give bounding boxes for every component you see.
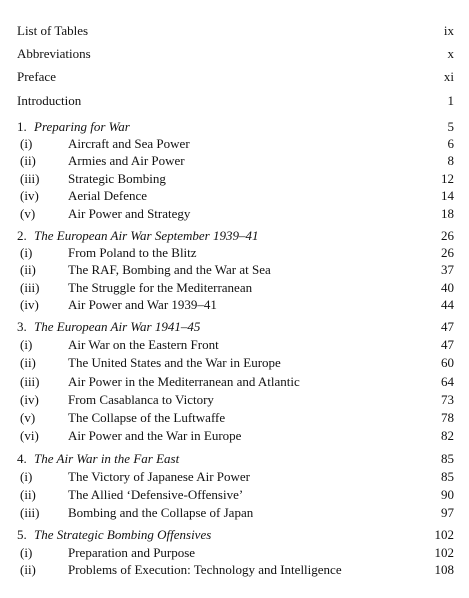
toc-subsection-row	[0, 391, 469, 409]
subsection-number: (iii)	[20, 505, 40, 520]
page-number: 108	[434, 562, 454, 577]
toc-subsection-row	[0, 261, 469, 279]
page-number: ix	[443, 23, 454, 38]
subsection-title: Air Power and War 1939–41	[68, 297, 217, 312]
chapter-number: 3.	[17, 319, 27, 334]
page-number: 60	[441, 355, 454, 370]
page-number: 37	[441, 262, 454, 277]
page-number: xi	[443, 69, 454, 84]
toc-subsection-row	[0, 373, 469, 391]
subsection-title: The Victory of Japanese Air Power	[68, 469, 251, 484]
toc-subsection-row	[0, 336, 469, 354]
toc-subsection-row	[0, 279, 469, 297]
page-number: x	[447, 46, 454, 61]
subsection-number: (vi)	[20, 428, 39, 443]
section-title: Introduction	[17, 93, 82, 108]
chapter-title: The European Air War 1941–45	[34, 319, 201, 334]
page-number: 5	[447, 119, 454, 134]
subsection-number: (i)	[20, 337, 33, 352]
subsection-number: (iv)	[20, 392, 39, 407]
subsection-title: From Poland to the Blitz	[68, 245, 197, 260]
section-title: Preface	[17, 69, 56, 84]
toc-subsection-row	[0, 187, 469, 205]
toc-subsection-row	[0, 152, 469, 170]
subsection-number: (iv)	[20, 188, 39, 203]
page-number: 47	[441, 319, 454, 334]
toc-frontmatter-row	[0, 92, 469, 110]
page-number: 64	[441, 374, 454, 389]
section-title: Abbreviations	[17, 46, 91, 61]
toc-chapter-row	[0, 318, 469, 336]
page-number: 97	[441, 505, 454, 520]
toc-chapter-row	[0, 450, 469, 468]
chapter-number: 2.	[17, 228, 27, 243]
toc-subsection-row	[0, 427, 469, 445]
page-number: 8	[447, 153, 454, 168]
chapter-number: 1.	[17, 119, 27, 134]
page-number: 14	[441, 188, 454, 203]
toc-subsection-row	[0, 486, 469, 504]
toc-subsection-row	[0, 504, 469, 522]
subsection-number: (iv)	[20, 297, 39, 312]
page-number: 73	[441, 392, 454, 407]
chapter-number: 5.	[17, 527, 27, 542]
toc-subsection-row	[0, 135, 469, 153]
toc-subsection-row	[0, 205, 469, 223]
subsection-number: (v)	[20, 410, 36, 425]
page-number: 1	[447, 93, 454, 108]
toc-frontmatter-row	[0, 45, 469, 63]
page-number: 12	[441, 171, 454, 186]
subsection-number: (ii)	[20, 153, 36, 168]
subsection-title: Aerial Defence	[68, 188, 148, 203]
subsection-title: The RAF, Bombing and the War at Sea	[68, 262, 271, 277]
subsection-number: (iii)	[20, 374, 40, 389]
subsection-title: Armies and Air Power	[68, 153, 185, 168]
page-number: 6	[447, 136, 454, 151]
page-number: 102	[434, 527, 454, 542]
page-number: 26	[441, 228, 454, 243]
subsection-number: (iii)	[20, 171, 40, 186]
subsection-title: From Casablanca to Victory	[68, 392, 214, 407]
toc-subsection-row	[0, 354, 469, 372]
subsection-title: Bombing and the Collapse of Japan	[68, 505, 254, 520]
subsection-title: Strategic Bombing	[68, 171, 166, 186]
subsection-number: (i)	[20, 136, 33, 151]
subsection-number: (v)	[20, 206, 36, 221]
toc-frontmatter-row	[0, 22, 469, 40]
subsection-number: (ii)	[20, 355, 36, 370]
page-number: 18	[441, 206, 454, 221]
toc-chapter-row	[0, 526, 469, 544]
chapter-title: The Strategic Bombing Offensives	[34, 527, 212, 542]
page-number: 90	[441, 487, 454, 502]
chapter-title: The Air War in the Far East	[34, 451, 180, 466]
toc-chapter-row	[0, 227, 469, 245]
page-number: 82	[441, 428, 454, 443]
toc-subsection-row	[0, 244, 469, 262]
page-number: 85	[441, 451, 454, 466]
subsection-number: (i)	[20, 545, 33, 560]
subsection-title: Air Power in the Mediterranean and Atlantic	[68, 374, 300, 389]
subsection-number: (ii)	[20, 487, 36, 502]
subsection-number: (i)	[20, 245, 33, 260]
toc-subsection-row	[0, 544, 469, 562]
page-number: 44	[441, 297, 454, 312]
toc-subsection-row	[0, 296, 469, 314]
toc-subsection-row	[0, 468, 469, 486]
chapter-title: The European Air War September 1939–41	[34, 228, 259, 243]
page-number: 40	[441, 280, 454, 295]
toc-subsection-row	[0, 170, 469, 188]
subsection-title: The Struggle for the Mediterranean	[68, 280, 253, 295]
section-title: List of Tables	[17, 23, 89, 38]
page-number: 47	[441, 337, 454, 352]
subsection-title: Problems of Execution: Technology and Intelligence	[68, 562, 342, 577]
subsection-title: The Collapse of the Luftwaffe	[68, 410, 226, 425]
subsection-title: Aircraft and Sea Power	[68, 136, 190, 151]
toc-frontmatter-row	[0, 68, 469, 86]
toc-subsection-row	[0, 409, 469, 427]
subsection-number: (i)	[20, 469, 33, 484]
subsection-title: Air War on the Eastern Front	[68, 337, 219, 352]
subsection-title: The Allied ‘Defensive-Offensive’	[68, 487, 244, 502]
toc-subsection-row	[0, 561, 469, 579]
page-number: 78	[441, 410, 454, 425]
page-number: 102	[434, 545, 454, 560]
subsection-title: Preparation and Purpose	[68, 545, 196, 560]
page-number: 26	[441, 245, 454, 260]
subsection-number: (ii)	[20, 262, 36, 277]
subsection-title: The United States and the War in Europe	[68, 355, 281, 370]
subsection-number: (iii)	[20, 280, 40, 295]
page-number: 85	[441, 469, 454, 484]
subsection-number: (ii)	[20, 562, 36, 577]
subsection-title: Air Power and the War in Europe	[68, 428, 242, 443]
chapter-number: 4.	[17, 451, 27, 466]
toc-chapter-row	[0, 118, 469, 136]
subsection-title: Air Power and Strategy	[68, 206, 191, 221]
chapter-title: Preparing for War	[34, 119, 130, 134]
